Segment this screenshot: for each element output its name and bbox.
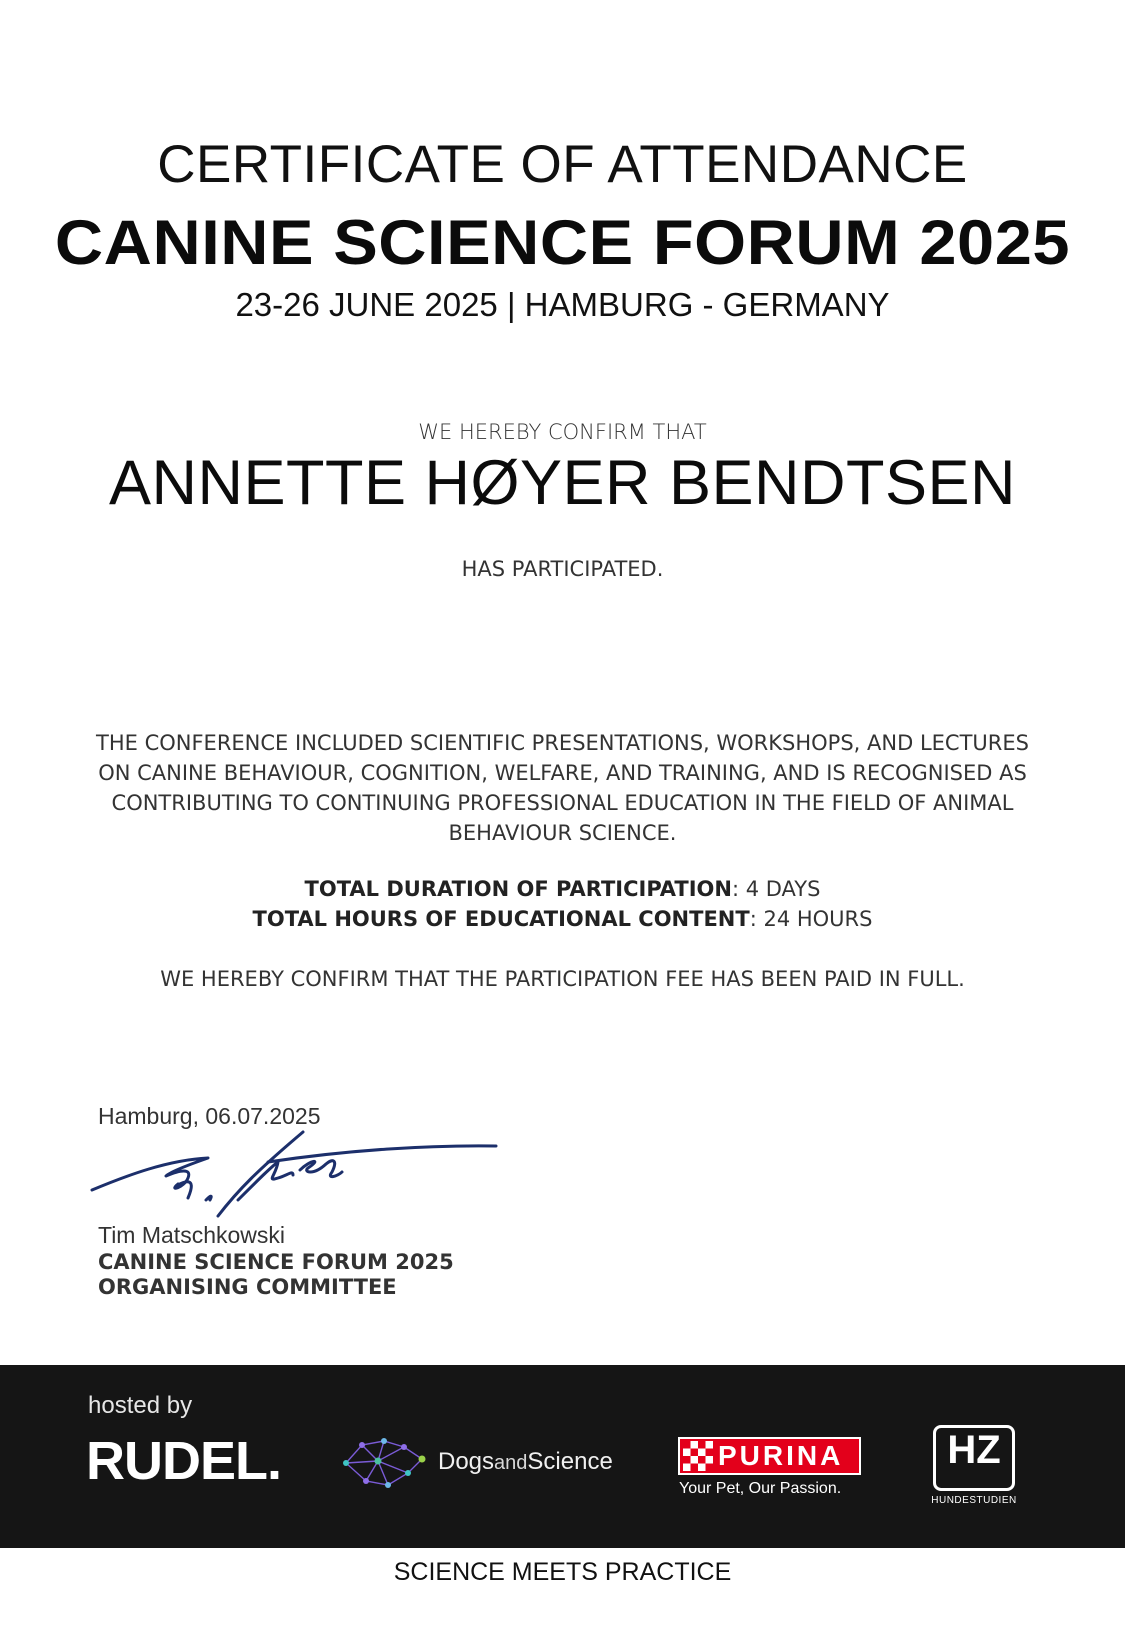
- dogs-and-science-network-icon: [338, 1433, 430, 1493]
- participated-text: HAS PARTICIPATED.: [461, 557, 664, 581]
- signer-name: Tim Matschkowski: [98, 1222, 285, 1248]
- signer-org-line1: CANINE SCIENCE FORUM 2025: [98, 1250, 454, 1274]
- hundestudien-label: HUNDESTUDIEN: [931, 1495, 1017, 1506]
- duration-label: TOTAL DURATION OF PARTICIPATION: [304, 877, 732, 901]
- dogs-and-science-logo: [438, 1448, 613, 1476]
- purina-tagline: Your Pet, Our Passion.: [679, 1480, 842, 1497]
- rudel-logo: RUDEL.: [86, 1431, 281, 1491]
- certificate-title: CERTIFICATE OF ATTENDANCE: [157, 135, 968, 194]
- duration-value: : 4 DAYS: [731, 877, 821, 901]
- purina-logo: PURINA: [718, 1440, 844, 1471]
- purina-checkerboard-icon: [683, 1441, 713, 1471]
- event-name: CANINE SCIENCE FORUM 2025: [54, 208, 1071, 278]
- signer-org-line2: ORGANISING COMMITTEE: [98, 1275, 397, 1299]
- participant-name: ANNETTE HØYER BENDTSEN: [108, 448, 1017, 518]
- event-date-location: 23-26 JUNE 2025 | HAMBURG - GERMANY: [235, 286, 890, 323]
- hundestudien-logo: HZ: [947, 1428, 1001, 1472]
- hours-label: TOTAL HOURS OF EDUCATIONAL CONTENT: [252, 907, 750, 931]
- signer-organisation: [98, 1250, 454, 1300]
- hosted-by-label: hosted by: [88, 1392, 193, 1419]
- fee-confirmation: WE HEREBY CONFIRM THAT THE PARTICIPATION FEE HAS BEEN PAID IN FULL.: [160, 967, 965, 991]
- conference-description: THE CONFERENCE INCLUDED SCIENTIFIC PRESENTATIONS, WORKSHOPS, AND LECTURES ON CANINE BEHAVIOUR, COGNITION, WELFARE, AND TRAINING, AND IS RECOGNISED AS CONTRIBUTING TO CONTINUING PROFESSIONAL EDUCATION IN THE FIELD OF ANIMAL BEHAVIOUR SCIENCE.: [96, 731, 1029, 845]
- place-date: Hamburg, 06.07.2025: [98, 1103, 321, 1129]
- footer-motto: SCIENCE MEETS PRACTICE: [393, 1558, 732, 1586]
- hours-value: : 24 HOURS: [749, 907, 873, 931]
- das-science: Science: [527, 1448, 613, 1475]
- duration-line: [0, 877, 1125, 901]
- confirm-intro: WE HEREBY CONFIRM THAT: [418, 420, 707, 444]
- signature-image: [88, 1120, 508, 1230]
- das-dogs: Dogs: [438, 1448, 495, 1475]
- das-and: and: [494, 1452, 528, 1474]
- hours-line: [0, 907, 1125, 931]
